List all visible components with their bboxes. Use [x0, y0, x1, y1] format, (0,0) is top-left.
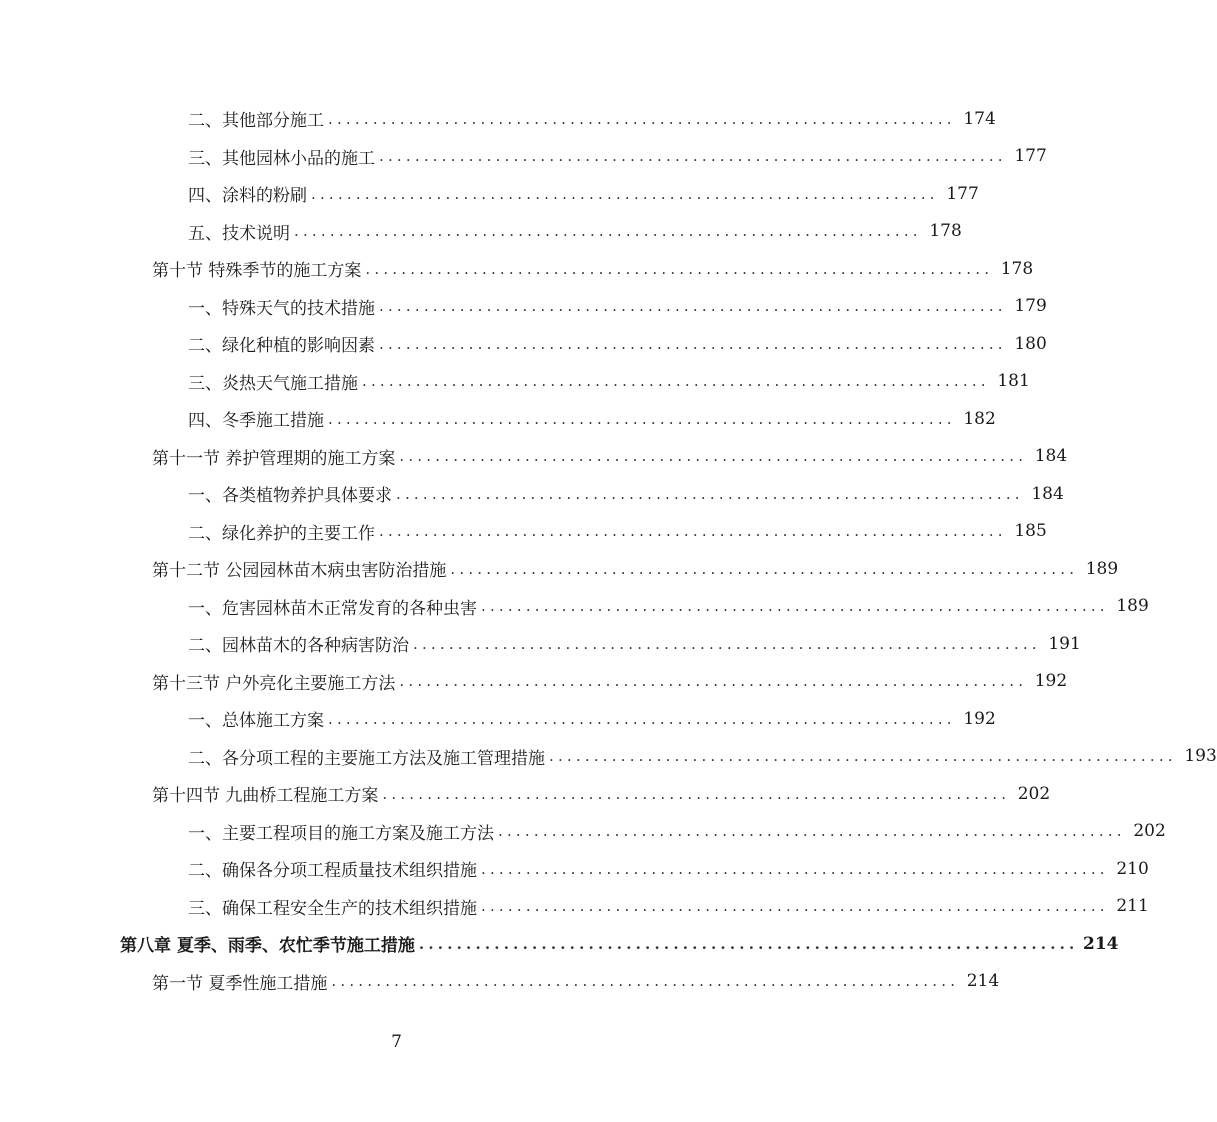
toc-section-entry[interactable]: [0, 550, 1119, 588]
toc-entry-title: 一、各类植物养护具体要求: [188, 486, 392, 507]
dot-leader: ......................................................................: [379, 522, 1007, 541]
toc-entry-page: 174: [963, 108, 996, 129]
toc-entry-page: 184: [1031, 483, 1064, 504]
toc-entry-title: 一、危害园林苗木正常发育的各种虫害: [188, 598, 477, 619]
toc-section-entry[interactable]: [0, 250, 1034, 288]
toc-entry-page: 211: [1116, 896, 1149, 917]
dot-leader: ......................................................................: [481, 897, 1109, 916]
toc-entry-page: 189: [1116, 596, 1149, 617]
toc-entry-page: 181: [997, 371, 1030, 392]
toc-entry-page: 193: [1184, 746, 1217, 767]
dot-leader: ......................................................................: [481, 859, 1109, 878]
toc-entry-page: 185: [1014, 521, 1047, 542]
toc-entry[interactable]: [0, 738, 1217, 776]
toc-entry-title: 第十三节 户外亮化主要施工方法: [152, 673, 396, 694]
toc-entry[interactable]: [0, 400, 996, 438]
toc-entry[interactable]: [0, 588, 1149, 626]
toc-entry-page: 202: [1133, 821, 1166, 842]
toc-entry-page: 180: [1014, 333, 1047, 354]
toc-entry-title: 第十四节 九曲桥工程施工方案: [152, 786, 379, 807]
toc-entry[interactable]: [0, 363, 1030, 401]
toc-entry-page: 177: [1014, 146, 1047, 167]
toc-section-entry[interactable]: [0, 963, 1000, 1001]
toc-entry[interactable]: [0, 175, 979, 213]
toc-entry-title: 二、绿化种植的影响因素: [188, 336, 375, 357]
dot-leader: ......................................................................: [328, 709, 956, 728]
toc-entry-title: 三、确保工程安全生产的技术组织措施: [188, 898, 477, 919]
toc-entry-page: 214: [1082, 933, 1119, 954]
dot-leader: ......................................................................: [399, 447, 1028, 466]
toc-entry[interactable]: [0, 513, 1047, 551]
toc-entry-page: 214: [966, 971, 1000, 992]
toc-entry-page: 189: [1085, 558, 1119, 579]
dot-leader: ......................................................................: [328, 109, 956, 128]
toc-entry-page: 178: [929, 221, 962, 242]
toc-entry[interactable]: [0, 100, 996, 138]
page-number: 7: [391, 1032, 402, 1052]
dot-leader: ......................................................................: [311, 184, 939, 203]
toc-entry-title: 第十一节 养护管理期的施工方案: [152, 448, 396, 469]
dot-leader: ......................................................................: [294, 222, 922, 241]
toc-entry-title: 二、其他部分施工: [188, 111, 324, 132]
toc-entry-page: 192: [963, 708, 996, 729]
toc-entry-title: 一、主要工程项目的施工方案及施工方法: [188, 823, 494, 844]
dot-leader: ......................................................................: [549, 747, 1177, 766]
toc-entry-title: 二、确保各分项工程质量技术组织措施: [188, 861, 477, 882]
toc-entry[interactable]: [0, 700, 996, 738]
toc-entry-title: 四、涂料的粉刷: [188, 186, 307, 207]
toc-entry-page: 178: [1000, 258, 1034, 279]
dot-leader: ......................................................................: [396, 484, 1024, 503]
toc-entry[interactable]: [0, 213, 962, 251]
dot-leader: ......................................................................: [481, 597, 1109, 616]
toc-entry[interactable]: [0, 888, 1149, 926]
dot-leader: ......................................................................: [418, 934, 1079, 953]
toc-section-entry[interactable]: [0, 663, 1068, 701]
toc-entry-title: 四、冬季施工措施: [188, 411, 324, 432]
toc-entry[interactable]: [0, 288, 1047, 326]
toc-entry-title: 二、绿化养护的主要工作: [188, 523, 375, 544]
dot-leader: ......................................................................: [498, 822, 1126, 841]
toc-entry[interactable]: [0, 475, 1064, 513]
dot-leader: ......................................................................: [379, 297, 1007, 316]
toc-entry-title: 五、技术说明: [188, 223, 290, 244]
dot-leader: ......................................................................: [379, 147, 1007, 166]
dot-leader: ......................................................................: [382, 784, 1011, 803]
toc-entry-title: 二、园林苗木的各种病害防治: [188, 636, 409, 657]
toc-entry-title: 一、总体施工方案: [188, 711, 324, 732]
toc-entry[interactable]: [0, 850, 1149, 888]
dot-leader: ......................................................................: [413, 634, 1041, 653]
toc-entry-page: 202: [1017, 783, 1051, 804]
toc-chapter-entry[interactable]: [0, 925, 1119, 963]
toc-entry-page: 184: [1034, 446, 1068, 467]
dot-leader: ......................................................................: [379, 334, 1007, 353]
toc-entry[interactable]: [0, 813, 1166, 851]
toc-section-entry[interactable]: [0, 775, 1051, 813]
dot-leader: ......................................................................: [331, 972, 960, 991]
table-of-contents: [0, 100, 1217, 1000]
toc-entry[interactable]: [0, 138, 1047, 176]
toc-entry-title: 第一节 夏季性施工措施: [152, 973, 328, 994]
toc-entry[interactable]: [0, 625, 1081, 663]
toc-entry[interactable]: [0, 325, 1047, 363]
dot-leader: ......................................................................: [362, 372, 990, 391]
toc-entry-page: 191: [1048, 633, 1081, 654]
toc-section-entry[interactable]: [0, 438, 1068, 476]
toc-entry-page: 210: [1116, 858, 1149, 879]
toc-entry-page: 192: [1034, 671, 1068, 692]
toc-entry-title: 一、特殊天气的技术措施: [188, 298, 375, 319]
toc-entry-page: 182: [963, 408, 996, 429]
toc-entry-title: 第八章 夏季、雨季、农忙季节施工措施: [120, 936, 415, 957]
dot-leader: ......................................................................: [399, 672, 1028, 691]
toc-entry-page: 177: [946, 183, 979, 204]
toc-entry-title: 二、各分项工程的主要施工方法及施工管理措施: [188, 748, 545, 769]
toc-entry-title: 三、炎热天气施工措施: [188, 373, 358, 394]
dot-leader: ......................................................................: [365, 259, 994, 278]
dot-leader: ......................................................................: [450, 559, 1079, 578]
toc-entry-page: 179: [1014, 296, 1047, 317]
dot-leader: ......................................................................: [328, 409, 956, 428]
toc-entry-title: 三、其他园林小品的施工: [188, 148, 375, 169]
toc-entry-title: 第十节 特殊季节的施工方案: [152, 261, 362, 282]
toc-entry-title: 第十二节 公园园林苗木病虫害防治措施: [152, 561, 447, 582]
